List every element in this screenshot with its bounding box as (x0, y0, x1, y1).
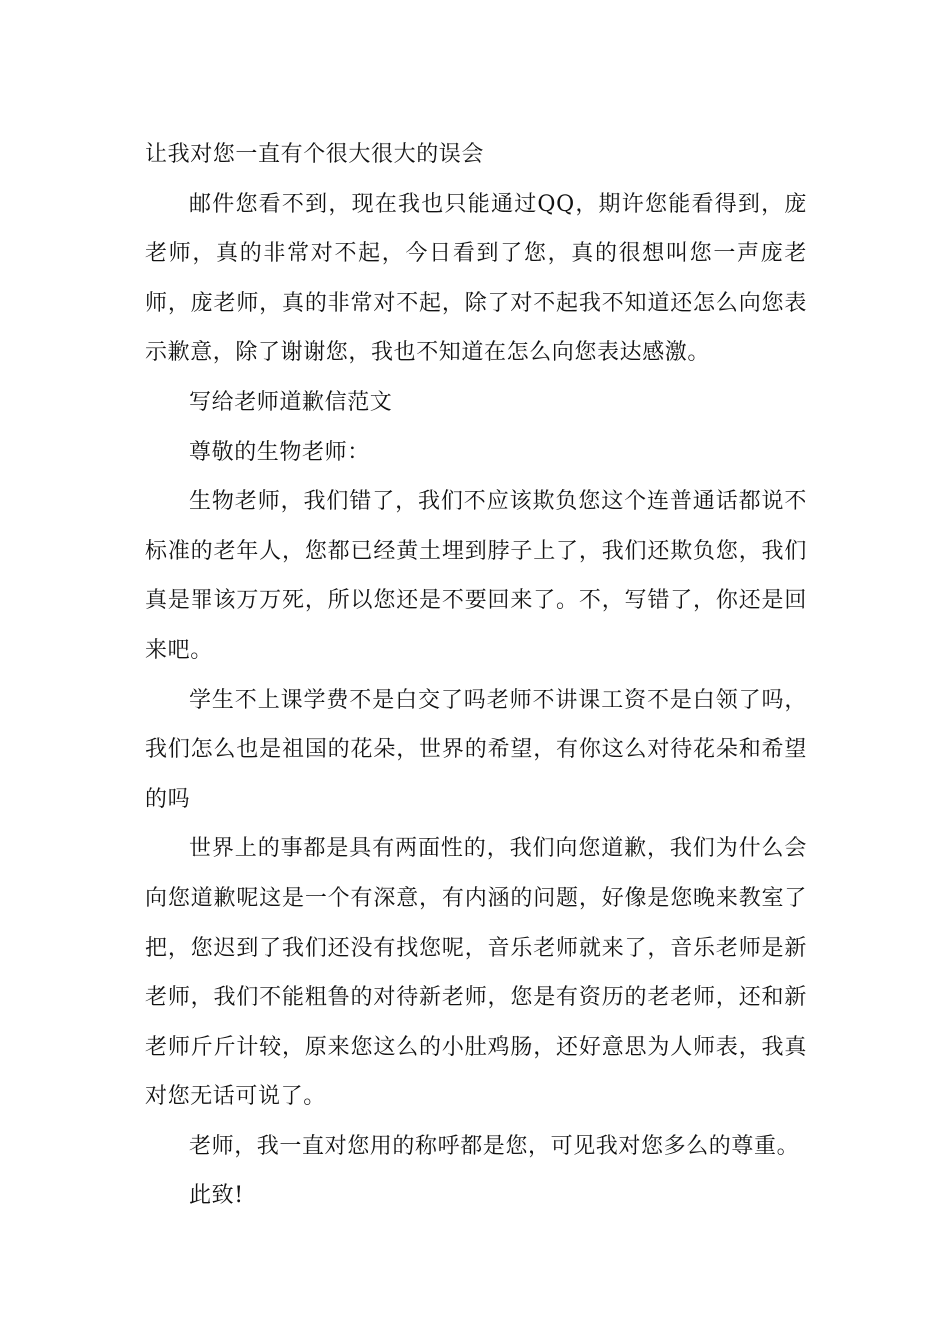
paragraph-9-closing: 此致! (189, 1183, 244, 1209)
document-body (145, 130, 807, 1221)
paragraph-6: 学生不上课学费不是白交了吗老师不讲课工资不是白领了吗，我们怎么也是祖国的花朵，世界的希望，有你这么对待花朵和希望的吗 (145, 687, 807, 812)
paragraph-5: 生物老师，我们错了，我们不应该欺负您这个连普通话都说不标准的老年人，您都已经黄土埋到脖子上了，我们还欺负您，我们真是罪该万万死，所以您还是不要回来了。不，写错了，你还是回来吧。 (145, 489, 807, 663)
paragraph-4-salutation: 尊敬的生物老师： (189, 439, 370, 465)
paragraph-2: 邮件您看不到，现在我也只能通过QQ，期许您能看得到，庞老师，真的非常对不起，今日看到了您，真的很想叫您一声庞老师，庞老师，真的非常对不起，除了对不起我不知道还怎么向您表示歉意，除了谢谢您，我也不知道在怎么向您表达感激。 (145, 191, 807, 366)
paragraph-8: 老师，我一直对您用的称呼都是您，可见我对您多么的尊重。 (189, 1133, 800, 1159)
paragraph-1: 让我对您一直有个很大很大的误会 (145, 142, 485, 167)
paragraph-3-heading: 写给老师道歉信范文 (189, 389, 393, 415)
paragraph-7: 世界上的事都是具有两面性的，我们向您道歉，我们为什么会向您道歉呢这是一个有深意，有内涵的问题，好像是您晚来教室了把，您迟到了我们还没有找您呢，音乐老师就来了，音乐老师是新老师，我们不能粗鲁的对待新老师，您是有资历的老老师，还和新老师斤斤计较，原来您这么的小肚鸡肠，还好意思为人师表，我真对您无话可说了。 (145, 836, 807, 1110)
